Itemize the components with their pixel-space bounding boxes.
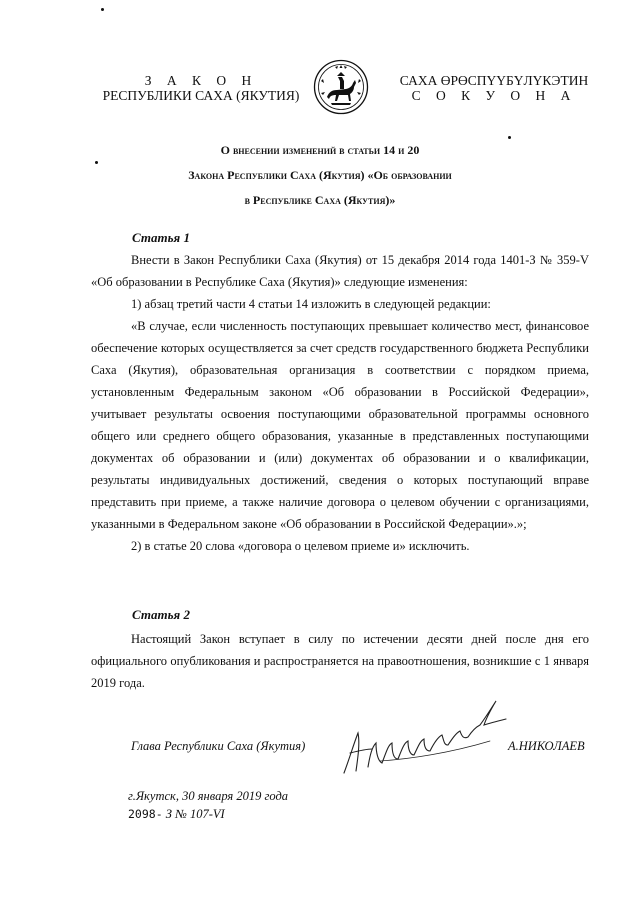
article1-intro: Внести в Закон Республики Саха (Якутия) от 15 декабря 2014 года 1401-З № 359-V «Об образовании в Республике Саха (Якутия)» следующие изменения: xyxy=(91,253,589,289)
article1-quote: «В случае, если численность поступающих превышает количество мест, финансовое обеспечение которых осуществляется за счет средств государственного бюджета Республики Саха (Якутия), образовательная организация в соответствии с порядком приема, установленным Федеральным законом «Об образовании в Российской Федерации», учитывает результаты освоения поступающими образовательной программы основного общего или среднего общего образования, указанные в представленных поступающими документах об образовании и (или) документах об образовании и о квалификации, результаты индивидуальных достижений, сведения о которых поступающий вправе представить при приеме, а также наличие договора о целевом обучении с организациями, указанными в Федеральном законе «Об образовании в Российской Федерации».»; xyxy=(91,319,589,531)
handwritten-signature xyxy=(340,697,510,777)
header-left xyxy=(92,73,310,103)
header-left-line2: РЕСПУБЛИКИ САХА (ЯКУТИЯ) xyxy=(102,88,300,103)
header-right-line1: САХА ӨРӨСПҮҮБҮЛҮКЭТИН xyxy=(399,73,589,88)
article1-heading: Статья 1 xyxy=(132,230,190,245)
law-title-line2: Закона Республики Саха (Якутия) «Об образовании xyxy=(188,168,452,182)
header-left-line1: З А К О Н xyxy=(144,73,258,88)
signatory-position: Глава Республики Саха (Якутия) xyxy=(131,739,306,753)
registration-number xyxy=(128,807,225,822)
article2-text: Настоящий Закон вступает в силу по истечении десяти дней после дня его официального опубликования и распространяется на правоотношения, возникшие с 1 января 2019 года. xyxy=(91,632,589,690)
sakha-republic-emblem-icon xyxy=(313,59,369,115)
registration-law-number: З № 107-VI xyxy=(165,807,225,821)
law-title-line3: в Республике Саха (Якутия)» xyxy=(244,193,396,207)
signatory-name: А.НИКОЛАЕВ xyxy=(508,739,585,753)
scan-speck xyxy=(101,8,104,11)
header-right-line2: С О К У О Н А xyxy=(411,88,577,103)
law-title xyxy=(60,138,580,213)
article2-heading: Статья 2 xyxy=(132,607,190,622)
law-title-line1: О внесении изменений в статьи 14 и 20 xyxy=(220,143,420,157)
article1-item1: 1) абзац третий части 4 статьи 14 изложить в следующей редакции: xyxy=(131,297,491,311)
place-and-date: г.Якутск, 30 января 2019 года xyxy=(128,789,289,803)
article1-item2: 2) в статье 20 слова «договора о целевом приеме и» исключить. xyxy=(131,539,470,553)
article1-body xyxy=(91,249,589,557)
header-right xyxy=(378,73,610,103)
article2-body xyxy=(91,628,589,694)
registration-stamp: 2098- xyxy=(128,807,163,821)
